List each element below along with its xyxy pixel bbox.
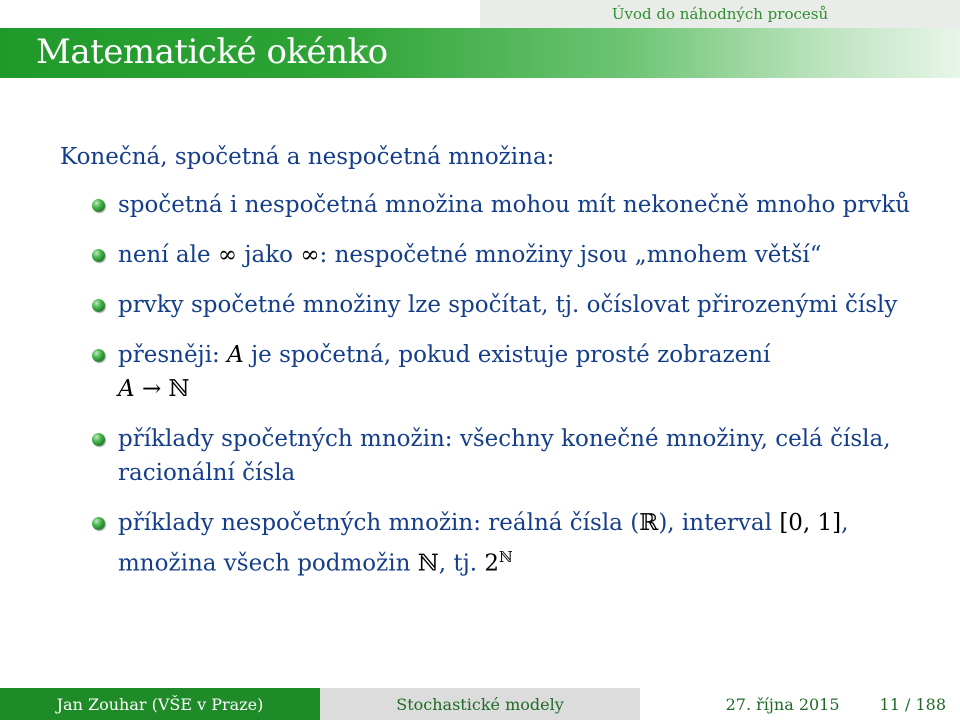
list-item	[92, 238, 912, 272]
bullet-icon	[92, 299, 105, 312]
list-item	[92, 338, 912, 406]
header-left	[0, 0, 480, 28]
text-fragment: ), interval	[658, 510, 772, 536]
list-item	[92, 288, 912, 322]
text-fragment: : nespočetné množiny jsou „mnohem větší“	[319, 242, 822, 268]
interval-expression: [0, 1]	[779, 510, 842, 536]
text-fragment: , tj.	[438, 550, 478, 577]
slide-content	[0, 78, 960, 688]
list-item-text	[118, 506, 912, 581]
text-fragment: je spočetná, pokud existuje prosté zobrazení	[251, 342, 771, 368]
infinity-symbol: ∞	[217, 242, 238, 268]
footer-date: 27. října 2015	[725, 694, 840, 714]
text-fragment: není ale	[118, 242, 211, 268]
intro-text: Konečná, spočetná a nespočetná množina:	[60, 144, 555, 170]
power-base: 2	[484, 550, 500, 577]
footer-author: Jan Zouhar (VŠE v Praze)	[0, 688, 320, 720]
bullet-icon	[92, 517, 105, 530]
text-fragment: přesněji:	[118, 342, 220, 368]
header-bar	[0, 0, 960, 28]
footer-meta	[640, 688, 960, 720]
footer-course: Stochastické modely	[320, 688, 640, 720]
natural-numbers-symbol: ℕ	[417, 550, 439, 577]
list-item-text: spočetná i nespočetná množina mohou mít nekonečně mnoho prvků	[118, 192, 911, 218]
bullet-icon	[92, 433, 105, 446]
list-item	[92, 188, 912, 222]
footer-bar	[0, 688, 960, 720]
natural-numbers-symbol: ℕ	[168, 376, 190, 402]
power-exponent: ℕ	[499, 548, 513, 566]
text-fragment: jako	[244, 242, 294, 268]
math-variable: A	[118, 376, 135, 402]
bullet-icon	[92, 249, 105, 262]
list-item-text	[118, 338, 912, 406]
list-item	[92, 506, 912, 581]
infinity-symbol: ∞	[300, 242, 320, 268]
list-item-text	[118, 238, 912, 272]
bullet-icon	[92, 199, 105, 212]
real-numbers-symbol: ℝ	[639, 510, 659, 536]
bullet-list	[92, 188, 912, 597]
math-variable: A	[227, 342, 244, 368]
list-item	[92, 422, 912, 490]
footer-page-number: 11 / 188	[879, 694, 946, 714]
list-item-text: příklady spočetných množin: všechny konečné množiny, celá čísla, racionální čísla	[118, 426, 891, 486]
bullet-icon	[92, 349, 105, 362]
section-title: Úvod do náhodných procesů	[480, 0, 960, 28]
frame-title-bar	[0, 28, 960, 78]
frame-title: Matematické okénko	[36, 32, 388, 72]
arrow-symbol: →	[141, 376, 162, 402]
list-item-text: prvky spočetné množiny lze spočítat, tj. očíslovat přirozenými čísly	[118, 292, 898, 318]
text-fragment: , množina všech podmožin	[118, 510, 849, 577]
text-fragment: příklady nespočetných množin: reálná čísla (	[118, 510, 640, 536]
